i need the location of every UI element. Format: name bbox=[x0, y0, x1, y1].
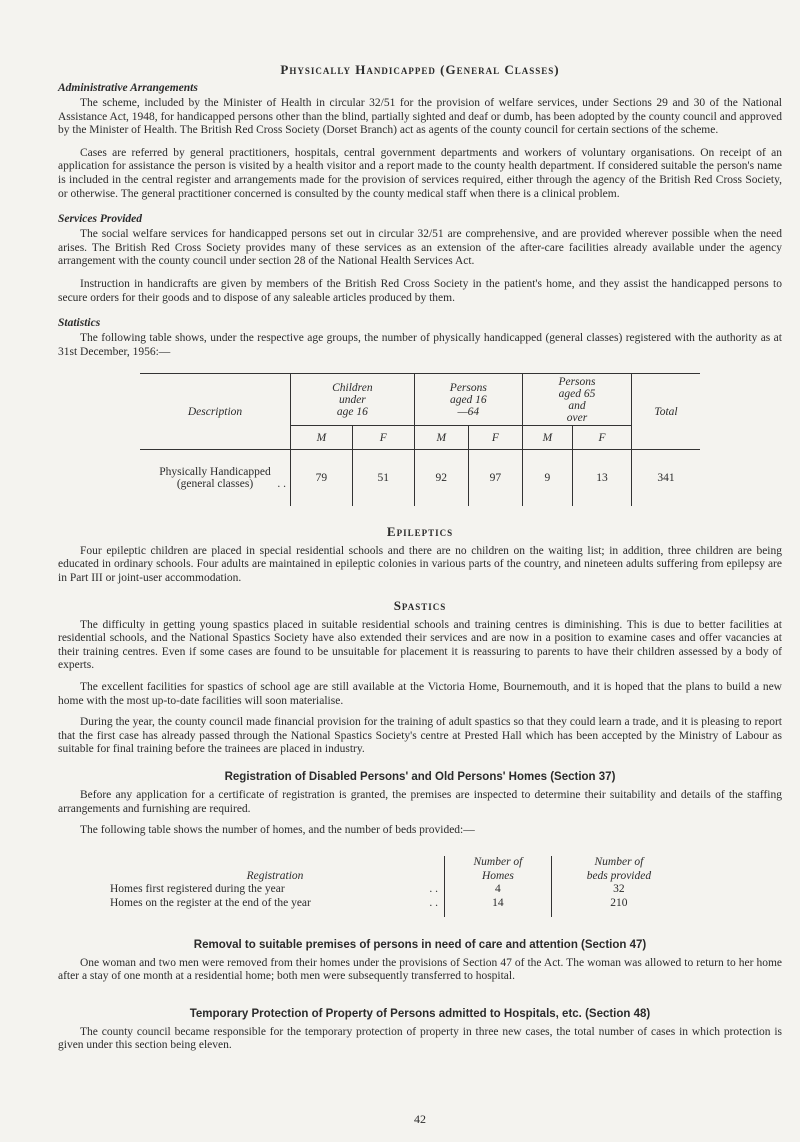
admin-paragraph-1: The scheme, included by the Minister of Health in circular 32/51 for the provision of welfare services, under Sections 29 and 30 of the National Assistance Act, 1948, for handicapped persons other than the blind, partially sighted and deaf or dumb, has been adopted by the county council and approved by the Minister of Health. The British Red Cross Society (Dorset Branch) act as agents of the county council for certain sections of the scheme. bbox=[58, 97, 782, 137]
handicapped-age-table bbox=[140, 373, 700, 506]
epileptics-paragraph: Four epileptic children are placed in special residential schools and there are no children on the waiting list; in addition, three children are being educated in ordinary schools. Four adults are maintained in epileptic colonies in various parts of the country, and nineteen adults suffering from epilepsy are in Part III or joint-user accommodation. bbox=[58, 544, 782, 584]
col-header-children: Children under age 16 bbox=[291, 374, 415, 426]
section-title-services: Services Provided bbox=[58, 213, 142, 226]
table-row bbox=[106, 883, 686, 897]
col-header-homes-line-2: Homes bbox=[481, 869, 514, 882]
leader-dots: . . bbox=[429, 883, 438, 896]
table-cell: 4 bbox=[445, 883, 552, 897]
section-heading-protection: Temporary Protection of Property of Persons admitted to Hospitals, etc. (Section 48) bbox=[189, 1007, 651, 1020]
section-heading-epileptics: Epileptics bbox=[386, 523, 454, 539]
col-header-beds bbox=[551, 856, 686, 884]
table-cell: 32 bbox=[551, 883, 686, 897]
table-cell: 9 bbox=[522, 450, 572, 506]
spastics-paragraph-3: During the year, the county council made financial provision for the training of adult spastics so that they could learn a trade, and it is pleasing to report that the first case has already passed through the National Spastics Society's centre at Prested Hall which has been accepted by the Ministry of Labour as suitable for final training before the trainees are placed in industry. bbox=[58, 716, 782, 756]
sub-header-m: M bbox=[291, 426, 353, 450]
sub-header-f: F bbox=[352, 426, 414, 450]
row-label-line-2: (general classes) bbox=[176, 478, 254, 491]
leader-dots: . . bbox=[429, 896, 438, 909]
table-cell: 97 bbox=[468, 450, 522, 506]
table-row bbox=[140, 450, 700, 506]
registration-paragraph-2: The following table shows the number of homes, and the number of beds provided:— bbox=[80, 824, 475, 837]
table-row bbox=[106, 897, 686, 917]
row-label-line-1: Physically Handicapped bbox=[159, 466, 271, 479]
section-title-statistics: Statistics bbox=[58, 317, 101, 330]
col-header-description: Description bbox=[140, 374, 291, 450]
admin-paragraph-2: Cases are referred by general practitioners, hospitals, central government departments and workers of voluntary organisations. On receipt of an application for assistance the person is visited by a health visitor and a report made to the county health department. If considered suitable the person's name is included in the central register and arrangements made for the provision of services required, either through the agency of the British Red Cross Society, or otherwise. The general practitioner concerned is consulted by the county medical staff when there is a clinical problem. bbox=[58, 146, 782, 200]
col-header-adults: Persons aged 16—64 bbox=[414, 374, 522, 426]
page-number: 42 bbox=[414, 1112, 426, 1126]
sub-header-f: F bbox=[468, 426, 522, 450]
spastics-paragraph-1: The difficulty in getting young spastics placed in suitable residential schools and training centres is diminishing. This is due to better facilities at residential schools, and the National Spastics Society have also extended their services and are now in a position to examine cases and offer vacancies at their training centres. Even if some cases are found to be unsuitable for placement it is reassuring to parents to have their children assessed by a body of experts. bbox=[58, 618, 782, 672]
table-cell-total: 341 bbox=[632, 450, 701, 506]
table-cell: 92 bbox=[414, 450, 468, 506]
page-heading: Physically Handicapped (General Classes) bbox=[280, 62, 560, 77]
table-cell: 13 bbox=[572, 450, 631, 506]
registration-paragraph-1: Before any application for a certificate of registration is granted, the premises are inspected to determine their suitability and details of the staffing arrangements and furnishing are required. bbox=[58, 788, 782, 815]
sub-header-m: M bbox=[414, 426, 468, 450]
row-label bbox=[106, 883, 445, 897]
services-paragraph-1: The social welfare services for handicapped persons set out in circular 32/51 are comprehensive, and are provided wherever possible when the need arises. The British Red Cross Society provides many of these services as an extension of the after-care facilities already available under the agency arrangement with the county council under section 28 of the National Health Services Act. bbox=[58, 228, 782, 268]
section-heading-spastics: Spastics bbox=[393, 597, 447, 613]
leader-dots: . . bbox=[277, 477, 286, 490]
protection-paragraph: The county council became responsible for the temporary protection of property in three new cases, the total number of cases in which protection is given under this section being eleven. bbox=[58, 1025, 782, 1052]
sub-header-m: M bbox=[522, 426, 572, 450]
row-label-text: Homes on the register at the end of the year bbox=[110, 896, 311, 909]
col-header-beds-line-2: beds provided bbox=[586, 869, 652, 882]
table-header-row bbox=[106, 856, 686, 884]
col-header-elderly: Persons aged 65 and over bbox=[522, 374, 631, 426]
section-title-admin: Administrative Arrangements bbox=[58, 82, 198, 94]
table-cell: 51 bbox=[352, 450, 414, 506]
row-label bbox=[140, 450, 291, 506]
col-header-total: Total bbox=[632, 374, 701, 450]
removal-paragraph: One woman and two men were removed from their homes under the provisions of Section 47 of the Act. The woman was allowed to return to her home after a stay of one month at a residential home; both men were subsequently transferred to hospital. bbox=[58, 956, 782, 983]
table-cell: 210 bbox=[551, 897, 686, 917]
section-heading-registration: Registration of Disabled Persons' and Old Persons' Homes (Section 37) bbox=[224, 770, 616, 783]
document-page bbox=[58, 62, 782, 1126]
sub-header-f: F bbox=[572, 426, 631, 450]
statistics-paragraph: The following table shows, under the respective age groups, the number of physically handicapped (general classes) registered with the authority as at 31st December, 1956:— bbox=[58, 332, 782, 358]
spastics-paragraph-2: The excellent facilities for spastics of school age are still available at the Victoria Home, Bournemouth, and it is hoped that the plans to build a new home with the most up-to-date facilities will soon materialise. bbox=[58, 680, 782, 707]
table-cell: 79 bbox=[291, 450, 353, 506]
col-header-registration: Registration bbox=[246, 869, 304, 882]
table-cell: 14 bbox=[445, 897, 552, 917]
col-header-homes bbox=[445, 856, 552, 884]
section-heading-removal: Removal to suitable premises of persons in need of care and attention (Section 47) bbox=[193, 938, 647, 951]
col-header-homes-line-1: Number of bbox=[473, 856, 523, 869]
services-paragraph-2: Instruction in handicrafts are given by members of the British Red Cross Society in the patient's home, and they assist the handicapped persons to secure orders for their goods and to dispose of any saleable articles produced by them. bbox=[58, 277, 782, 304]
col-header-beds-line-1: Number of bbox=[594, 856, 644, 869]
row-label-text: Homes first registered during the year bbox=[110, 883, 285, 896]
row-label bbox=[106, 897, 445, 917]
registration-table bbox=[106, 856, 686, 917]
